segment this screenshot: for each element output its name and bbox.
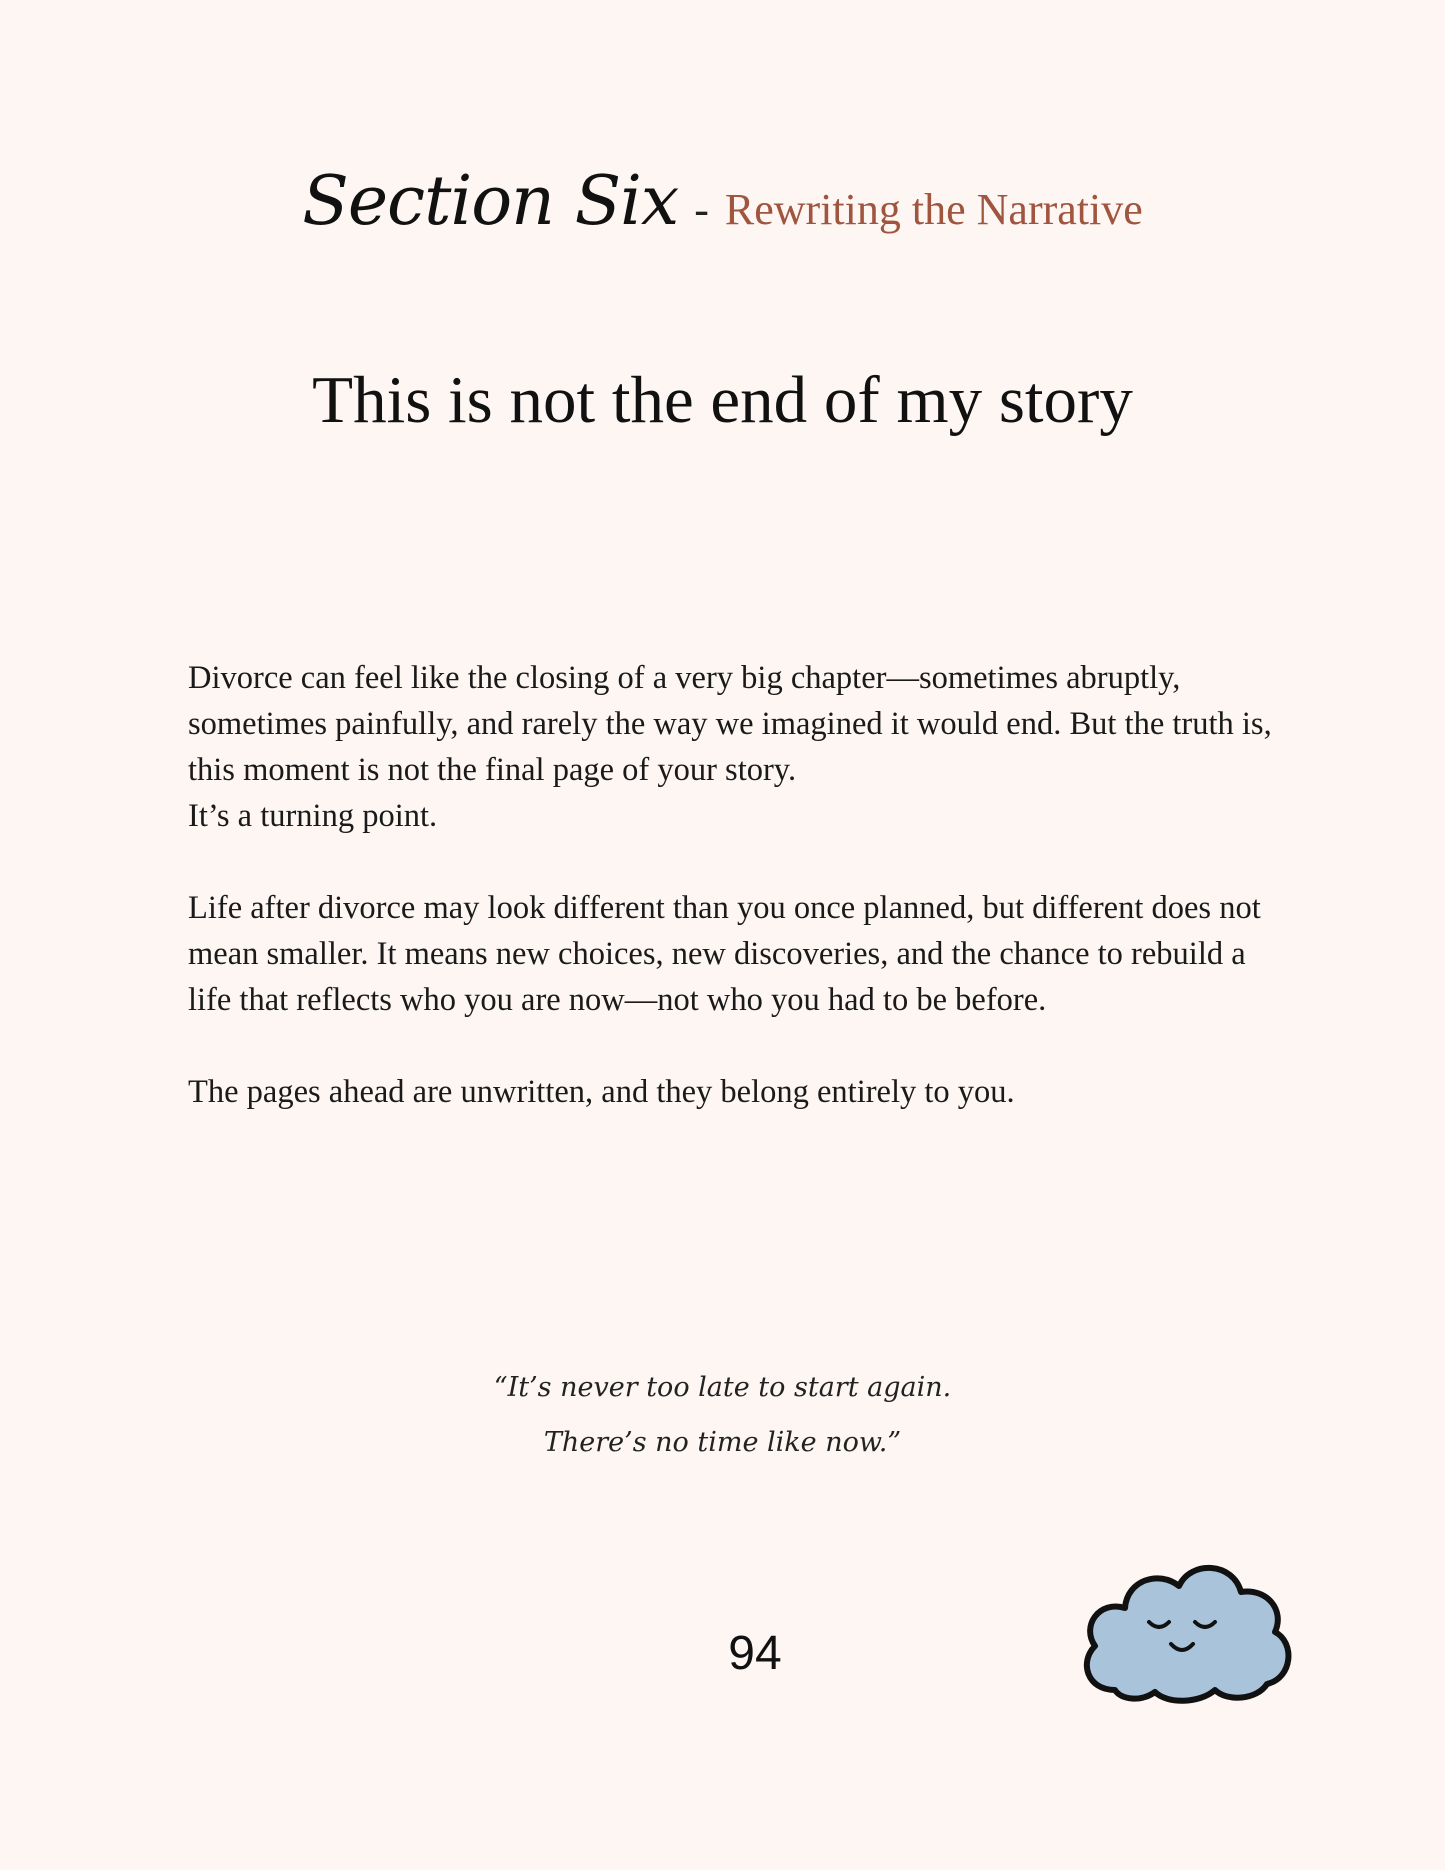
body-paragraph-1: [188, 655, 1288, 839]
paragraph-text: It’s a turning point.: [188, 798, 438, 834]
body-paragraph-3: The pages ahead are unwritten, and they belong entirely to you.: [188, 1074, 1015, 1110]
page-number: 94: [728, 1627, 782, 1680]
section-label: Section Six: [302, 162, 679, 241]
section-subtitle: Rewriting the Narrative: [724, 185, 1143, 234]
section-header: [0, 162, 1445, 241]
paragraph-text: Divorce can feel like the closing of a very big chapter—sometimes abruptly, sometimes painfully, and rarely the way we imagined it would end. But the truth is, this moment is not the final page of your story.: [188, 660, 1272, 788]
page-title: This is not the end of my story: [312, 363, 1133, 437]
smiling-cloud-icon: [1075, 1550, 1300, 1705]
quote-line-1: “It’s never too late to start again.: [493, 1372, 952, 1403]
body-text: [188, 655, 1288, 1161]
quote: [0, 1360, 1445, 1470]
section-separator: -: [694, 185, 709, 234]
quote-line-2: There’s no time like now.”: [543, 1427, 902, 1458]
body-paragraph-2: Life after divorce may look different than you once planned, but different does not mean smaller. It means new choices, new discoveries, and the chance to rebuild a life that reflects who you are now—not who you had to be before.: [188, 890, 1261, 1018]
